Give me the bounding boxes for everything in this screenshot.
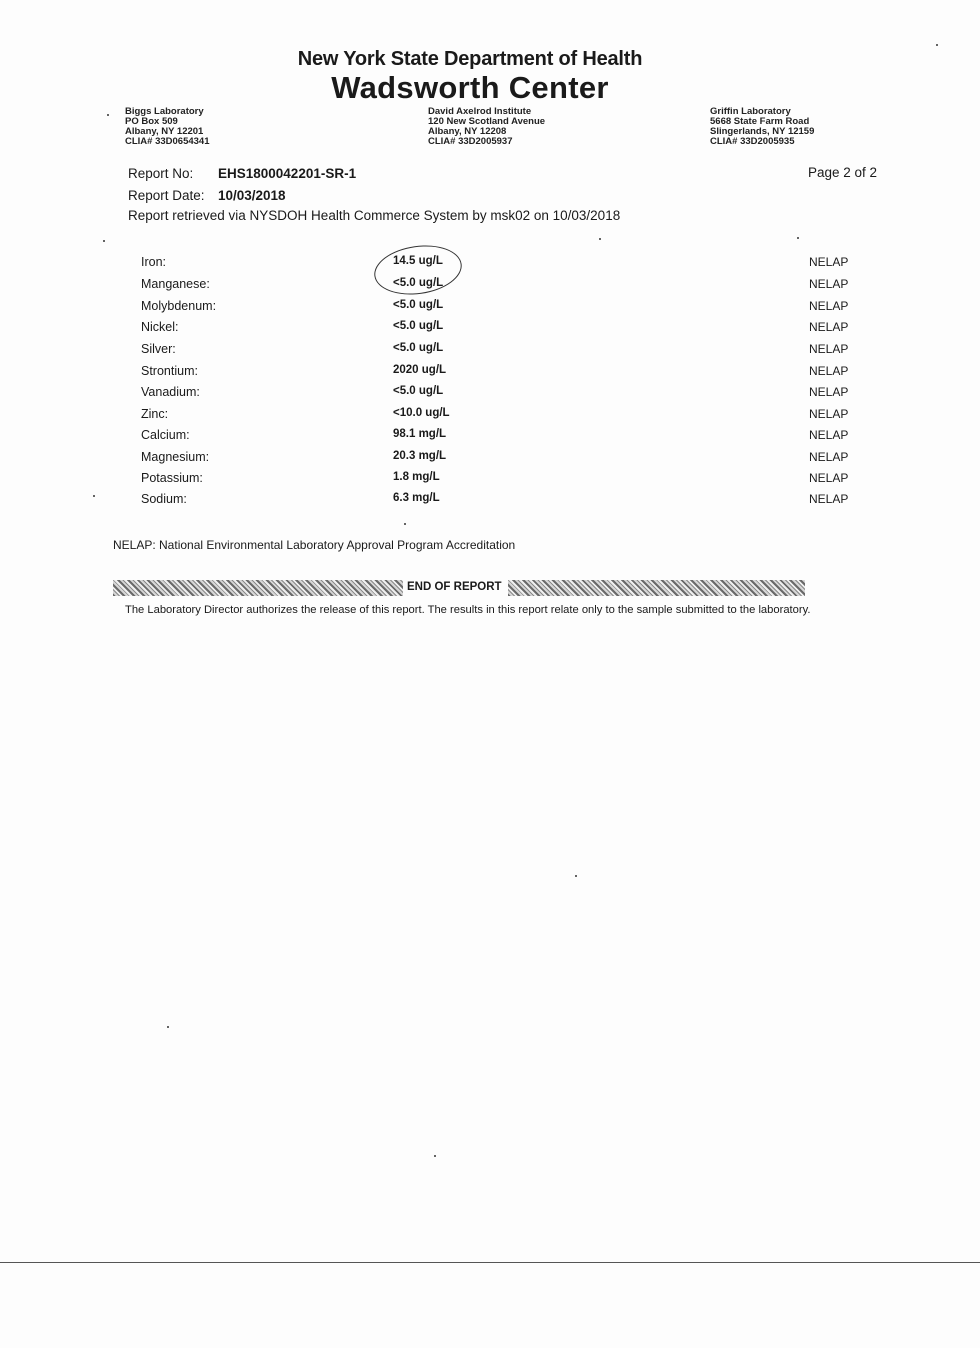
- analyte: Calcium:: [141, 428, 190, 442]
- analyte: Manganese:: [141, 277, 210, 291]
- lab-street: PO Box 509: [125, 116, 178, 127]
- result-value: 14.5 ug/L: [393, 255, 443, 267]
- lab-city: Slingerlands, NY 12159: [710, 126, 815, 137]
- lab-clia: CLIA# 33D2005935: [710, 136, 795, 147]
- scan-noise-right: [508, 580, 805, 596]
- result-value: <5.0 ug/L: [393, 299, 444, 311]
- scan-speck: [103, 240, 105, 242]
- accreditation: NELAP: [809, 471, 849, 485]
- lab-clia: CLIA# 33D0654341: [125, 136, 210, 147]
- report-number-label: Report No:: [128, 166, 194, 181]
- table-row: [0, 277, 980, 298]
- analyte: Silver:: [141, 342, 176, 356]
- analyte: Sodium:: [141, 492, 187, 506]
- accreditation: NELAP: [809, 450, 849, 464]
- center-title: Wadsworth Center: [331, 70, 609, 105]
- table-row: [0, 385, 980, 406]
- lab-address-axelrod: [428, 107, 545, 147]
- lab-city: Albany, NY 12208: [428, 126, 507, 137]
- scan-speck: [575, 875, 577, 877]
- result-value: 6.3 mg/L: [393, 492, 440, 504]
- accreditation: NELAP: [809, 277, 849, 291]
- scan-speck: [404, 523, 406, 525]
- end-of-report-banner: [113, 580, 805, 596]
- scan-speck: [167, 1026, 169, 1028]
- accreditation: NELAP: [809, 407, 849, 421]
- scan-edge-line: [0, 1262, 980, 1263]
- table-row: [0, 299, 980, 320]
- lab-city: Albany, NY 12201: [125, 126, 204, 137]
- lab-name: Biggs Laboratory: [125, 106, 204, 117]
- lab-name: Griffin Laboratory: [710, 106, 791, 117]
- analyte: Potassium:: [141, 471, 203, 485]
- accreditation: NELAP: [809, 255, 849, 269]
- report-date-label: Report Date:: [128, 188, 205, 203]
- scan-speck: [936, 44, 938, 46]
- end-of-report-label: END OF REPORT: [407, 581, 502, 593]
- table-row: [0, 255, 980, 276]
- result-value: 98.1 mg/L: [393, 428, 447, 440]
- scan-speck: [107, 114, 109, 116]
- lab-street: 120 New Scotland Avenue: [428, 116, 546, 127]
- lab-clia: CLIA# 33D2005937: [428, 136, 513, 147]
- analyte: Nickel:: [141, 320, 179, 334]
- result-value: <5.0 ug/L: [393, 385, 444, 397]
- table-row: [0, 364, 980, 385]
- table-row: [0, 342, 980, 363]
- result-value: <10.0 ug/L: [393, 407, 450, 419]
- table-row: [0, 428, 980, 449]
- table-row: [0, 320, 980, 341]
- scan-speck: [93, 495, 95, 497]
- analyte: Vanadium:: [141, 385, 200, 399]
- report-date-value: 10/03/2018: [218, 188, 286, 203]
- analyte: Zinc:: [141, 407, 169, 421]
- accreditation: NELAP: [809, 342, 849, 356]
- result-value: 1.8 mg/L: [393, 471, 440, 483]
- accreditation: NELAP: [809, 299, 849, 313]
- result-value: 20.3 mg/L: [393, 450, 447, 462]
- table-row: [0, 471, 980, 492]
- accreditation: NELAP: [809, 428, 849, 442]
- result-value: <5.0 ug/L: [393, 342, 444, 354]
- analyte: Iron:: [141, 255, 167, 269]
- analyte: Molybdenum:: [141, 299, 217, 313]
- lab-address-griffin: [710, 107, 814, 147]
- footer-disclaimer: The Laboratory Director authorizes the release of this report. The results in this report relate only to the sample submitted to the laboratory.: [125, 604, 811, 616]
- scan-speck: [599, 238, 601, 240]
- nelap-note: NELAP: National Environmental Laboratory Approval Program Accreditation: [113, 538, 516, 552]
- lab-name: David Axelrod Institute: [428, 106, 532, 117]
- analyte: Magnesium:: [141, 450, 210, 464]
- accreditation: NELAP: [809, 320, 849, 334]
- org-title: New York State Department of Health: [297, 48, 643, 70]
- table-row: [0, 492, 980, 513]
- accreditation: NELAP: [809, 492, 849, 506]
- page-number: Page 2 of 2: [807, 165, 877, 180]
- result-value: 2020 ug/L: [393, 364, 447, 376]
- analyte: Strontium:: [141, 364, 198, 378]
- report-number-value: EHS1800042201-SR-1: [218, 166, 357, 181]
- scan-speck: [434, 1155, 436, 1157]
- result-value: <5.0 ug/L: [393, 277, 444, 289]
- lab-street: 5668 State Farm Road: [710, 116, 810, 127]
- accreditation: NELAP: [809, 385, 849, 399]
- lab-address-biggs: [125, 107, 210, 147]
- scan-speck: [797, 237, 799, 239]
- report-retrieved-line: Report retrieved via NYSDOH Health Commerce System by msk02 on 10/03/2018: [128, 208, 621, 223]
- table-row: [0, 407, 980, 428]
- result-value: <5.0 ug/L: [393, 320, 444, 332]
- report-number: [128, 166, 356, 181]
- table-row: [0, 450, 980, 471]
- report-date: [128, 188, 286, 203]
- accreditation: NELAP: [809, 364, 849, 378]
- scan-noise-left: [113, 580, 403, 596]
